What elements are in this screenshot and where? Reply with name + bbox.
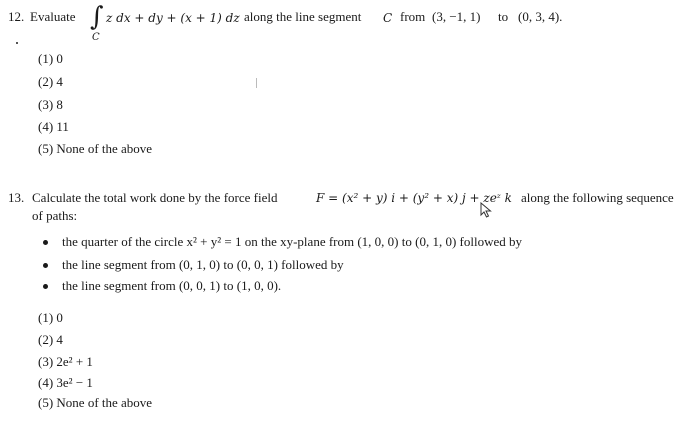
q13-path-1: the quarter of the circle x² + y² = 1 on the xy-plane from (1, 0, 0) to (0, 1, 0) followed by [62, 234, 522, 249]
q12-option-4: (4) 11 [38, 119, 69, 134]
q12-option-2: (2) 4 [38, 74, 63, 89]
q13-option-2: (2) 4 [38, 332, 63, 347]
stray-tick [256, 78, 257, 88]
q13-force-field: F = (x² + y) i + (y² + x) j + zeᶻ k [316, 191, 512, 205]
q12-number: 12. [8, 9, 25, 24]
q12-to-text: to [498, 9, 509, 24]
q12-option-3: (3) 8 [38, 97, 63, 112]
q13-path-3: the line segment from (0, 0, 1) to (1, 0, 0). [62, 278, 282, 293]
q12-to-point: (0, 3, 4). [518, 9, 563, 24]
q12-integrand: z dx + dy + (x + 1) dz [106, 11, 240, 25]
q13-option-5: (5) None of the above [38, 395, 153, 410]
mouse-cursor-icon [480, 202, 492, 218]
integral-subscript: C [92, 32, 100, 43]
q13-intro-line2: of paths: [32, 208, 78, 223]
q13-option-4: (4) 3e² − 1 [38, 375, 93, 390]
q13-intro-end: along the following sequence [521, 190, 674, 205]
stray-mark [16, 42, 18, 44]
integral-sign: ∫ [90, 2, 104, 32]
q13-path-2: the line segment from (0, 1, 0) to (0, 0, 1) followed by [62, 257, 344, 272]
q12-option-1: (1) 0 [38, 51, 63, 66]
q12-from-text: from [400, 9, 426, 24]
bullet-icon [43, 263, 48, 268]
q12-option-5: (5) None of the above [38, 141, 153, 156]
q12-along-text: along the line segment [244, 9, 362, 24]
q13-option-1: (1) 0 [38, 310, 63, 325]
q13-number: 13. [8, 190, 25, 205]
bullet-icon [43, 284, 48, 289]
q12-label: Evaluate [30, 9, 76, 24]
bullet-icon [43, 240, 48, 245]
q13-intro: Calculate the total work done by the force field [32, 190, 278, 205]
q12-from-point: (3, −1, 1) [432, 9, 481, 24]
q13-option-3: (3) 2e² + 1 [38, 354, 93, 369]
q12-curve: C [383, 11, 393, 25]
